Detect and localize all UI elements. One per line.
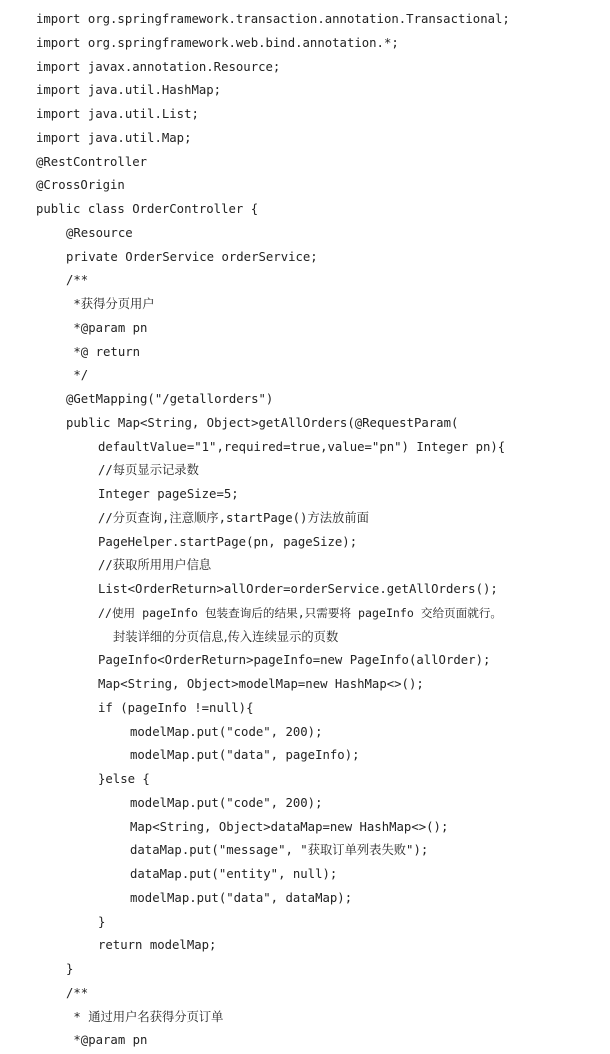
code-line: import org.springframework.web.bind.annotation.*; [36, 35, 399, 50]
code-line: *@param pn [66, 320, 148, 335]
code-line: } [66, 962, 74, 976]
code-line: private OrderService orderService; [66, 249, 318, 264]
code-line: 封装详细的分页信息,传入连续显示的页数 [113, 629, 339, 644]
code-line: @GetMapping("/getallorders") [66, 392, 274, 406]
code-line: @RestController [36, 154, 148, 169]
code-line: public class OrderController { [36, 202, 259, 216]
code-line: PageHelper.startPage(pn, pageSize); [98, 534, 358, 549]
code-line: public Map<String, Object>getAllOrders(@RequestParam( [66, 415, 459, 430]
code-line: Map<String, Object>modelMap=new HashMap<>(); [98, 677, 424, 691]
code-line: @Resource [66, 225, 133, 240]
code-line: /** [66, 273, 89, 288]
code-line: import java.util.Map; [36, 130, 192, 145]
code-line: *@ return [66, 344, 141, 359]
code-line: * 通过用户名获得分页订单 [66, 1009, 224, 1024]
code-line: modelMap.put("code", 200); [130, 795, 323, 810]
code-line: @CrossOrigin [36, 178, 125, 193]
code-line: modelMap.put("code", 200); [130, 724, 323, 739]
code-line: /** [66, 985, 89, 1000]
code-line: import java.util.HashMap; [36, 83, 222, 98]
code-line: //使用 pageInfo 包装查询后的结果,只需要将 pageInfo 交给页面就行。 [98, 605, 503, 620]
code-line: Integer pageSize=5; [98, 487, 239, 501]
code-line: return modelMap; [98, 938, 217, 953]
code-line: import javax.annotation.Resource; [36, 59, 281, 74]
code-line: *获得分页用户 [66, 297, 155, 311]
code-line: //每页显示记录数 [98, 463, 199, 478]
code-line: } [98, 914, 106, 929]
code-line: import org.springframework.transaction.annotation.Transactional; [36, 12, 510, 26]
code-listing [0, 8, 610, 1053]
code-line: dataMap.put("entity", null); [130, 867, 338, 881]
code-line: *@param pn [66, 1033, 148, 1048]
code-line: defaultValue="1",required=true,value="pn") Integer pn){ [98, 439, 506, 454]
code-line: modelMap.put("data", dataMap); [130, 890, 353, 905]
code-line: //分页查询,注意顺序,startPage()方法放前面 [98, 510, 369, 525]
code-line: //获取所用用户信息 [98, 558, 212, 573]
code-line: List<OrderReturn>allOrder=orderService.getAllOrders(); [98, 582, 498, 596]
code-line: }else { [98, 772, 150, 786]
code-line: Map<String, Object>dataMap=new HashMap<>(); [130, 819, 449, 834]
code-line: */ [66, 368, 89, 383]
code-line: if (pageInfo !=null){ [98, 700, 254, 715]
code-line: dataMap.put("message", "获取订单列表失败"); [130, 843, 429, 858]
code-line: PageInfo<OrderReturn>pageInfo=new PageInfo(allOrder); [98, 653, 491, 668]
code-line: import java.util.List; [36, 107, 199, 121]
code-line: modelMap.put("data", pageInfo); [130, 748, 360, 763]
